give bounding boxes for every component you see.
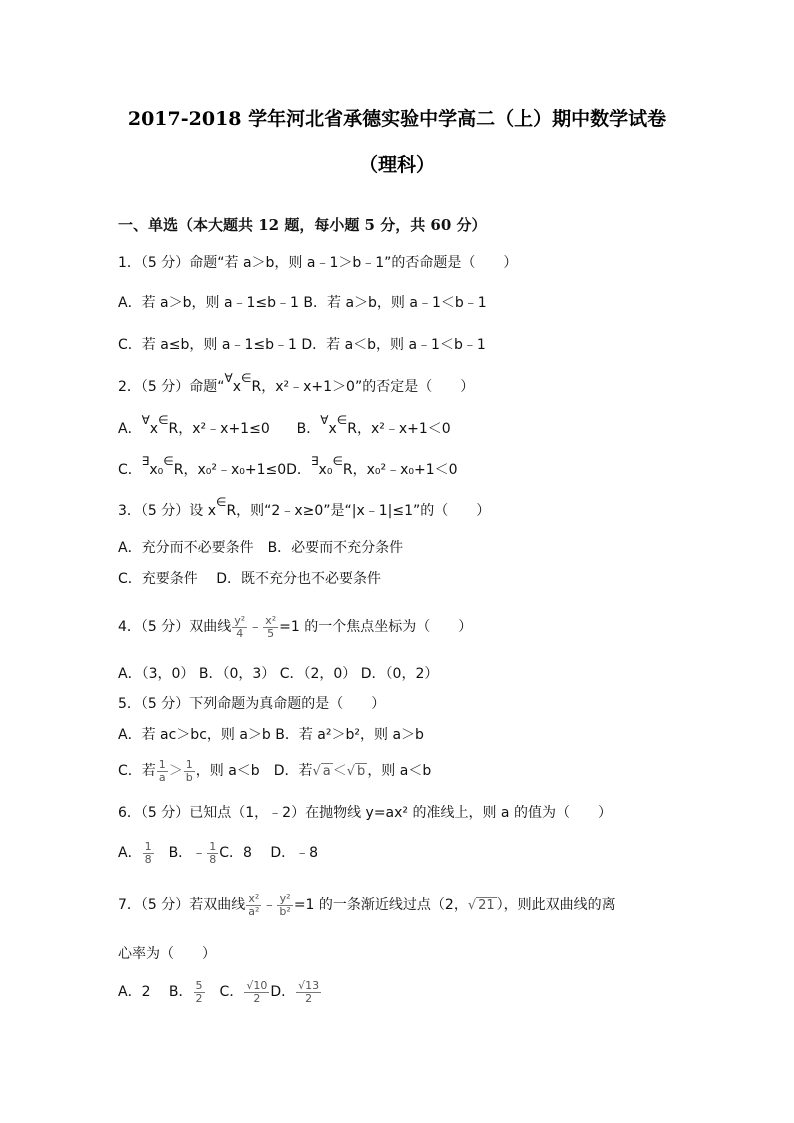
page-title: 2017-2018 学年河北省承德实验中学高二（上）期中数学试卷: [127, 108, 667, 130]
q2-var-x0: x₀: [318, 462, 333, 478]
q7-stem-line2: 心率为（ ）: [118, 946, 216, 962]
q6-opt-b-label: B．﹣: [154, 845, 207, 861]
q2-var-x0: x₀: [149, 462, 164, 478]
element-of-symbol: ∈: [336, 413, 348, 427]
q5-opt-c-label: C．若: [118, 763, 156, 779]
forall-symbol: ∀: [224, 371, 233, 385]
q2-options-cd: [118, 454, 458, 480]
q2-stem-post: R，x²﹣x+1＞0”的否定是（ ）: [251, 379, 475, 395]
fraction: $\frac{√13}{2}$: [298, 978, 320, 1005]
q6-options: [118, 838, 318, 868]
fraction: $\frac{\text{y²}}{\text{b²}}$: [279, 891, 291, 918]
q7-stem-pre: 7．（5 分）若双曲线: [118, 897, 246, 913]
q3-stem-post: R，则“2﹣x≥0”是“|x﹣1|≤1”的（ ）: [226, 503, 491, 519]
q2-opt-c-body: R，x₀²﹣x₀+1≤0D．: [173, 462, 311, 478]
minus-sign: ﹣: [248, 619, 263, 635]
element-of-symbol: ∈: [158, 413, 169, 427]
q7-opt-d-label: D．: [270, 984, 296, 1000]
fraction: $\frac{1}{b}$: [185, 757, 193, 784]
q2-opt-d-body: R，x₀²﹣x₀+1＜0: [342, 462, 458, 478]
q2-opt-c-label: C．: [118, 462, 142, 478]
element-of-symbol: ∈: [332, 454, 343, 468]
element-of-symbol: ∈: [163, 454, 174, 468]
forall-symbol: ∀: [141, 413, 150, 427]
q1-options-cd: C．若 a≤b，则 a﹣1≤b﹣1 D．若 a＜b，则 a﹣1＜b﹣1: [118, 337, 486, 353]
element-of-symbol: ∈: [241, 371, 252, 385]
q7-options: [118, 976, 322, 1008]
greater-than-sign: ＞: [168, 763, 183, 779]
q2-opt-b-body: R，x²﹣x+1＜0: [347, 421, 451, 437]
q2-var-x: x: [232, 379, 242, 395]
q5-opt-d-post: ，则 a＜b: [367, 763, 432, 779]
q5-opt-c-post: ，则 a＜b D．若: [195, 763, 313, 779]
q2-var-x: x: [328, 421, 337, 437]
fraction: $\frac{\text{x²}}{\text{a²}}$: [248, 891, 260, 918]
fraction: $\frac{1}{8}$: [209, 839, 217, 866]
less-than-sign: ＜: [332, 763, 347, 779]
q2-options-ab: [118, 413, 451, 439]
q1-options-ab: A．若 a＞b，则 a﹣1≤b﹣1 B．若 a＞b，则 a﹣1＜b﹣1: [118, 295, 487, 311]
fraction: $\frac{5}{2}$: [195, 978, 203, 1005]
q5-stem: 5．（5 分）下列命题为真命题的是（ ）: [118, 696, 386, 712]
q7-opt-c-label: C．: [205, 984, 244, 1000]
q2-stem: [118, 371, 475, 397]
q3-options-cd: C．充要条件 D．既不充分也不必要条件: [118, 571, 382, 587]
q4-options: A．（3，0） B．（0，3） C．（2，0） D．（0，2）: [118, 666, 439, 682]
fraction: $\frac{\text{x²}}{5}$: [265, 613, 277, 640]
fraction: $\frac{\text{y²}}{4}$: [234, 613, 246, 640]
q4-stem-pre: 4．（5 分）双曲线: [118, 619, 232, 635]
q6-stem: 6．（5 分）已知点（1，﹣2）在抛物线 y=ax² 的准线上，则 a 的值为（ ）: [118, 805, 612, 821]
q2-opt-b-label: B．: [296, 421, 321, 437]
fraction: $\frac{1}{a}$: [158, 757, 166, 784]
q7-stem: [118, 888, 616, 923]
exists-symbol: ∃: [310, 454, 319, 468]
page-subtitle: （理科）: [358, 154, 435, 176]
q7-opt-ab-label: A．2 B．: [118, 984, 193, 1000]
q2-opt-a-body: R，x²﹣x+1≤0: [168, 421, 270, 437]
square-root: √ 21: [467, 898, 495, 913]
q2-stem-pre: 2．（5 分）命题“: [118, 379, 225, 395]
q3-stem: [118, 495, 491, 521]
square-root: √ b: [346, 764, 366, 779]
q2-opt-a-label: A．: [118, 421, 142, 437]
q1-stem: 1．（5 分）命题“若 a＞b，则 a﹣1＞b﹣1”的否命题是（ ）: [118, 255, 518, 271]
q3-stem-pre: 3．（5 分）设 x: [118, 503, 216, 519]
fraction: $\frac{1}{8}$: [144, 839, 152, 866]
minus-sign: ﹣: [262, 897, 277, 913]
q6-opt-a-label: A．: [118, 845, 142, 861]
q2-var-x: x: [149, 421, 159, 437]
exists-symbol: ∃: [141, 454, 150, 468]
square-root: √ a: [312, 764, 331, 779]
q4-stem-post: =1 的一个焦点坐标为（ ）: [279, 619, 473, 635]
q5-options-cd: [118, 756, 431, 787]
fraction: $\frac{√10}{2}$: [246, 978, 268, 1005]
q7-stem-post: ），则此双曲线的离: [496, 897, 616, 913]
q7-stem-mid: =1 的一条渐近线过点（2，: [293, 897, 468, 913]
forall-symbol: ∀: [320, 413, 329, 427]
section-heading: 一、单选（本大题共 12 题，每小题 5 分，共 60 分）: [118, 216, 487, 234]
element-of-symbol: ∈: [216, 495, 227, 509]
q4-stem: [118, 611, 472, 643]
q5-options-ab: A．若 ac＞bc，则 a＞b B．若 a²＞b²，则 a＞b: [118, 727, 424, 743]
q6-options-cd: C．8 D．﹣8: [219, 845, 319, 861]
q3-options-ab: A．充分而不必要条件 B．必要而不充分条件: [118, 540, 404, 556]
